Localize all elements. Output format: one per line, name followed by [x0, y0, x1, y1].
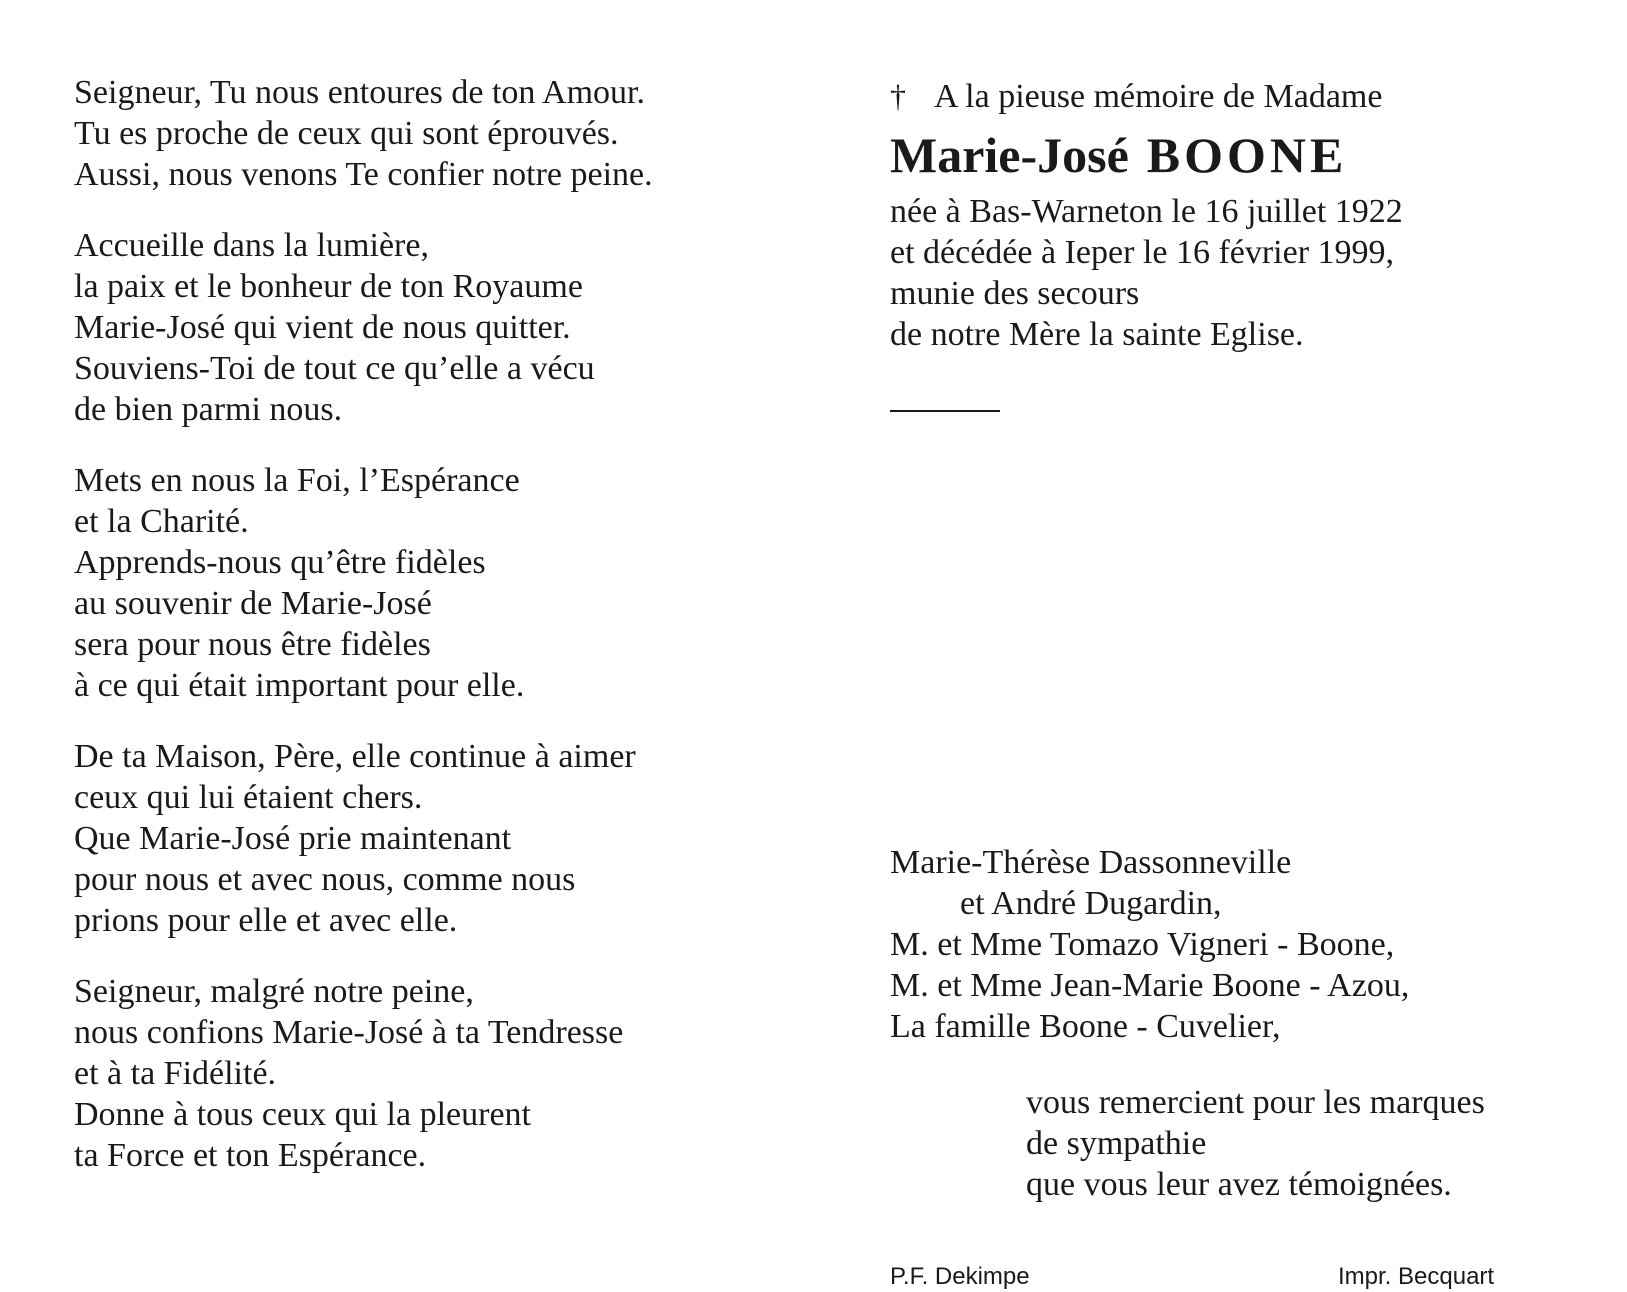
prayer-line: sera pour nous être fidèles	[74, 626, 431, 663]
prayer-line: Seigneur, malgré notre peine,	[74, 973, 474, 1010]
prayer-stanza	[74, 736, 774, 941]
prayer-line: De ta Maison, Père, elle continue à aimer	[74, 738, 636, 775]
prayer-stanza	[74, 225, 774, 430]
prayer-line: Mets en nous la Foi, l’Espérance	[74, 462, 520, 499]
divider-rule	[890, 410, 1000, 412]
thanks-line: que vous leur avez témoignées.	[1026, 1166, 1452, 1203]
detail-line: née à Bas-Warneton le 16 juillet 1922	[890, 193, 1403, 230]
detail-line: de notre Mère la sainte Eglise.	[890, 316, 1304, 353]
prayer-line: à ce qui était important pour elle.	[74, 667, 525, 704]
surname: BOONE	[1146, 127, 1348, 183]
thanks-line: de sympathie	[1026, 1125, 1207, 1162]
family-line: M. et Mme Jean-Marie Boone - Azou,	[890, 967, 1410, 1004]
prayer-stanza	[74, 460, 774, 706]
prayer-line: pour nous et avec nous, comme nous	[74, 861, 576, 898]
detail-line: munie des secours	[890, 275, 1140, 312]
prayer-line: Souviens-Toi de tout ce qu’elle a vécu	[74, 350, 595, 387]
prayer-line: ceux qui lui étaient chers.	[74, 779, 423, 816]
prayer-text	[74, 72, 774, 1206]
family-line: La famille Boone - Cuvelier,	[890, 1008, 1281, 1045]
prayer-line: nous confions Marie-José à ta Tendresse	[74, 1014, 624, 1051]
prayer-line: Donne à tous ceux qui la pleurent	[74, 1096, 531, 1133]
prayer-line: de bien parmi nous.	[74, 391, 343, 428]
prayer-line: Tu es proche de ceux qui sont éprouvés.	[74, 115, 619, 152]
family-line: et André Dugardin,	[960, 885, 1222, 922]
family-line: Marie-Thérèse Dassonneville	[890, 844, 1292, 881]
memorial-details	[890, 191, 1590, 355]
printer-credit: Impr. Becquart	[1338, 1263, 1495, 1290]
prayer-line: la paix et le bonheur de ton Royaume	[74, 268, 583, 305]
prayer-line: Seigneur, Tu nous entoures de ton Amour.	[74, 74, 645, 111]
cross-icon: †	[890, 78, 906, 114]
prayer-line: Aussi, nous venons Te confier notre peine.	[74, 156, 653, 193]
family-line: M. et Mme Tomazo Vigneri - Boone,	[890, 926, 1395, 963]
thanks-text	[1026, 1082, 1616, 1205]
prayer-line: Apprends-nous qu’être fidèles	[74, 544, 486, 581]
family-list	[890, 842, 1590, 1047]
detail-line: et décédée à Ieper le 16 février 1999,	[890, 234, 1395, 271]
memorial-header	[890, 74, 1590, 355]
thanks-line: vous remercient pour les marques	[1026, 1084, 1485, 1121]
funeral-home-credit: P.F. Dekimpe	[890, 1263, 1030, 1290]
first-name: Marie-José	[890, 127, 1129, 183]
prayer-line: et à ta Fidélité.	[74, 1055, 277, 1092]
prayer-stanza	[74, 72, 774, 195]
prayer-line: Que Marie-José prie maintenant	[74, 820, 512, 857]
memorial-intro	[890, 74, 1590, 119]
prayer-line: au souvenir de Marie-José	[74, 585, 432, 622]
prayer-line: prions pour elle et avec elle.	[74, 902, 458, 939]
deceased-name	[890, 123, 1590, 187]
prayer-line: Marie-José qui vient de nous quitter.	[74, 309, 571, 346]
prayer-line: ta Force et ton Espérance.	[74, 1137, 427, 1174]
intro-text: A la pieuse mémoire de Madame	[934, 78, 1383, 115]
prayer-line: Accueille dans la lumière,	[74, 227, 429, 264]
prayer-stanza	[74, 971, 774, 1176]
prayer-line: et la Charité.	[74, 503, 249, 540]
